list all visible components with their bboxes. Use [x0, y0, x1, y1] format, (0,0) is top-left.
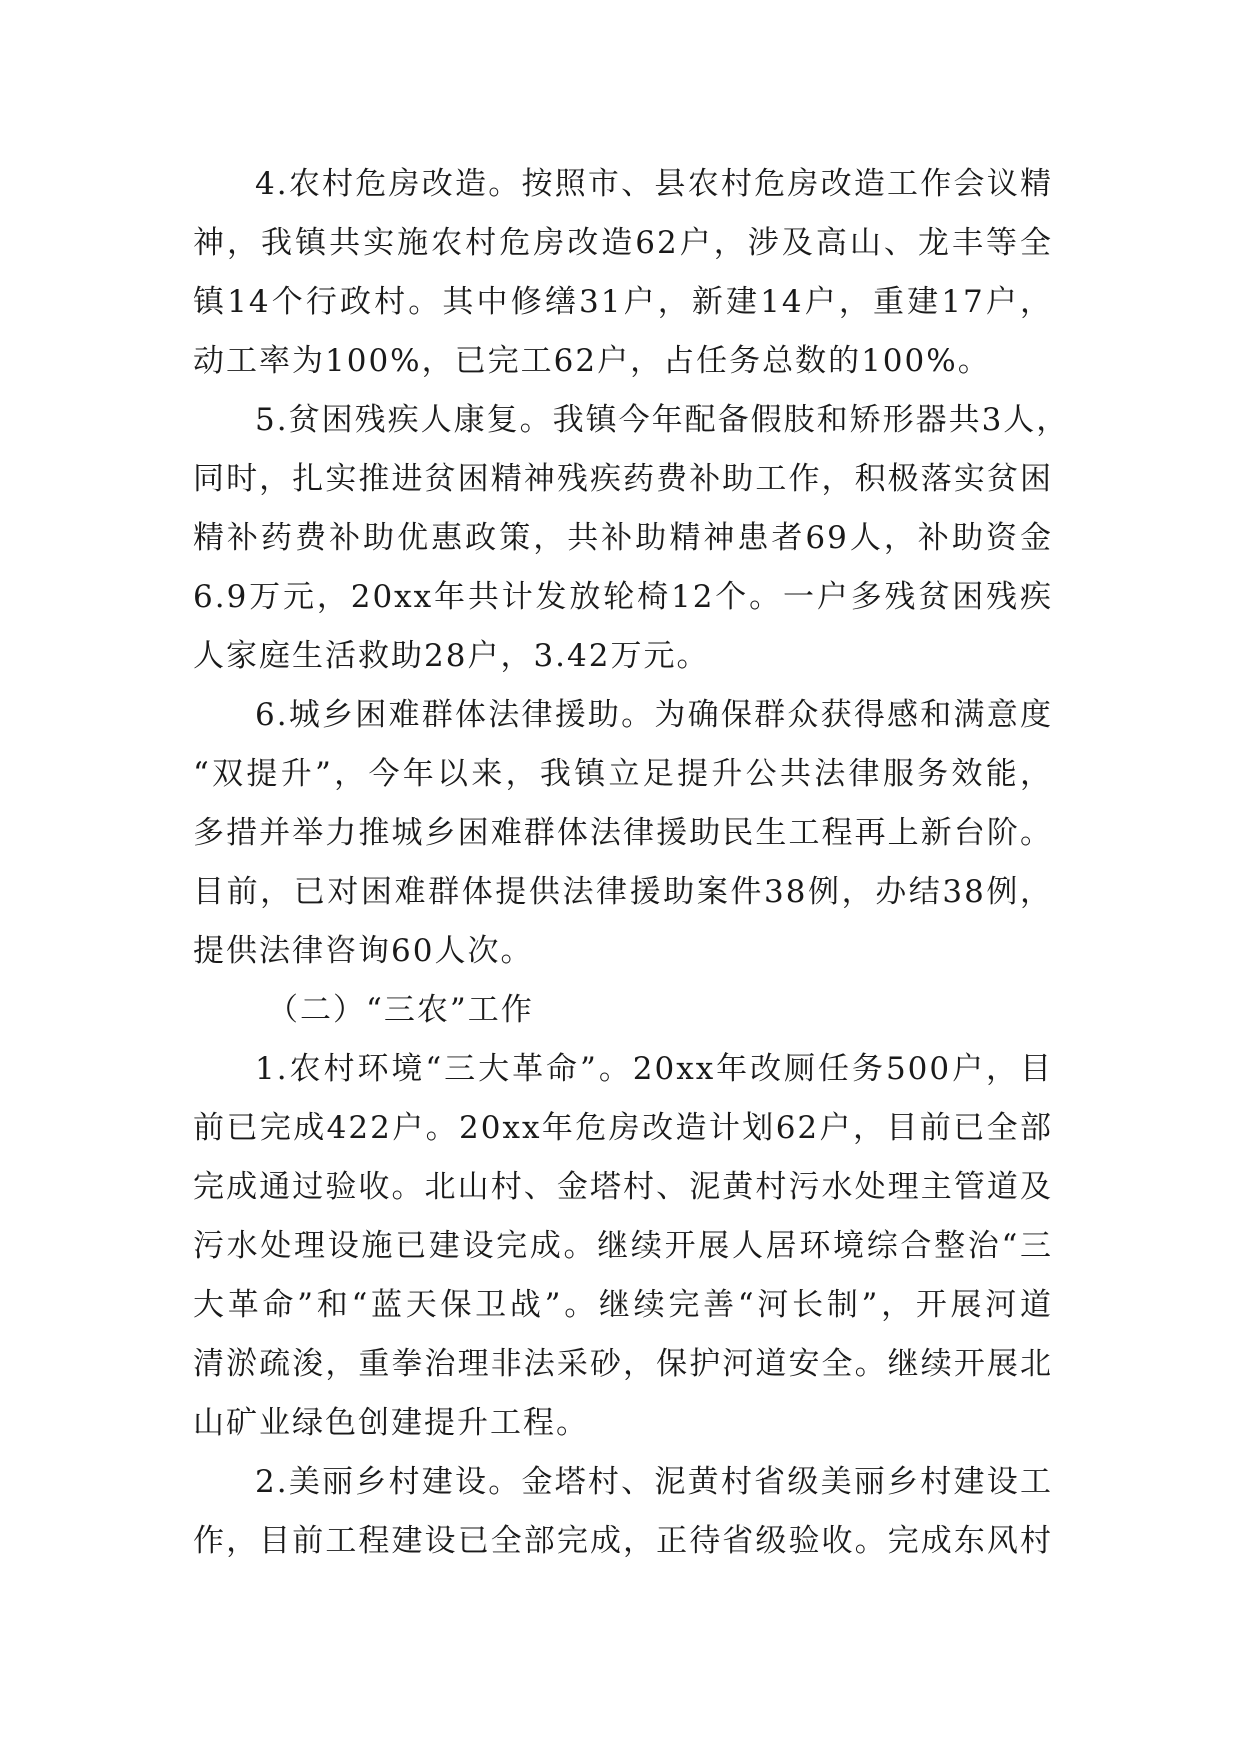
paragraph-1-line-4: 污水处理设施已建设完成。继续开展人居环境综合整治“三: [193, 1228, 1053, 1264]
paragraph-2-line-1: 2.美丽乡村建设。金塔村、泥黄村省级美丽乡村建设工: [255, 1464, 1053, 1500]
paragraph-4-line-3: 镇14个行政村。其中修缮31户，新建14户，重建17户，: [193, 284, 1053, 320]
paragraph-5-line-1: 5.贫困残疾人康复。我镇今年配备假肢和矫形器共3人，: [255, 402, 1070, 438]
paragraph-6-line-3: 多措并举力推城乡困难群体法律援助民生工程再上新台阶。: [193, 815, 1053, 851]
paragraph-1-line-1: 1.农村环境“三大革命”。20xx年改厕任务500户，目: [255, 1051, 1053, 1087]
paragraph-1-line-6: 清淤疏浚，重拳治理非法采砂，保护河道安全。继续开展北: [193, 1346, 1053, 1382]
paragraph-1-line-5: 大革命”和“蓝天保卫战”。继续完善“河长制”，开展河道: [193, 1287, 1053, 1323]
paragraph-6-line-5: 提供法律咨询60人次。: [193, 933, 534, 969]
paragraph-2-line-2: 作，目前工程建设已全部完成，正待省级验收。完成东风村: [193, 1523, 1053, 1559]
paragraph-4-line-1: 4.农村危房改造。按照市、县农村危房改造工作会议精: [255, 166, 1053, 202]
paragraph-5-line-4: 6.9万元，20xx年共计发放轮椅12个。一户多残贫困残疾: [193, 579, 1053, 615]
paragraph-1-line-2: 前已完成422户。20xx年危房改造计划62户，目前已全部: [193, 1110, 1053, 1146]
paragraph-6-line-2: “双提升”，今年以来，我镇立足提升公共法律服务效能，: [193, 756, 1053, 792]
paragraph-4-line-4: 动工率为100%，已完工62户，占任务总数的100%。: [193, 343, 991, 379]
paragraph-5-line-3: 精补药费补助优惠政策，共补助精神患者69人，补助资金: [193, 520, 1053, 556]
document-body: [193, 155, 1070, 1571]
paragraph-5-line-2: 同时，扎实推进贫困精神残疾药费补助工作，积极落实贫困: [193, 461, 1053, 497]
paragraph-6-line-1: 6.城乡困难群体法律援助。为确保群众获得感和满意度: [255, 697, 1053, 733]
paragraph-4-line-2: 神，我镇共实施农村危房改造62户，涉及高山、龙丰等全: [193, 225, 1053, 261]
section-heading-sannong: （二）“三农”工作: [267, 992, 534, 1028]
paragraph-1-line-7: 山矿业绿色创建提升工程。: [193, 1405, 589, 1441]
paragraph-1-line-3: 完成通过验收。北山村、金塔村、泥黄村污水处理主管道及: [193, 1169, 1053, 1205]
paragraph-5-line-5: 人家庭生活救助28户，3.42万元。: [193, 638, 710, 674]
paragraph-6-line-4: 目前，已对困难群体提供法律援助案件38例，办结38例，: [193, 874, 1053, 910]
